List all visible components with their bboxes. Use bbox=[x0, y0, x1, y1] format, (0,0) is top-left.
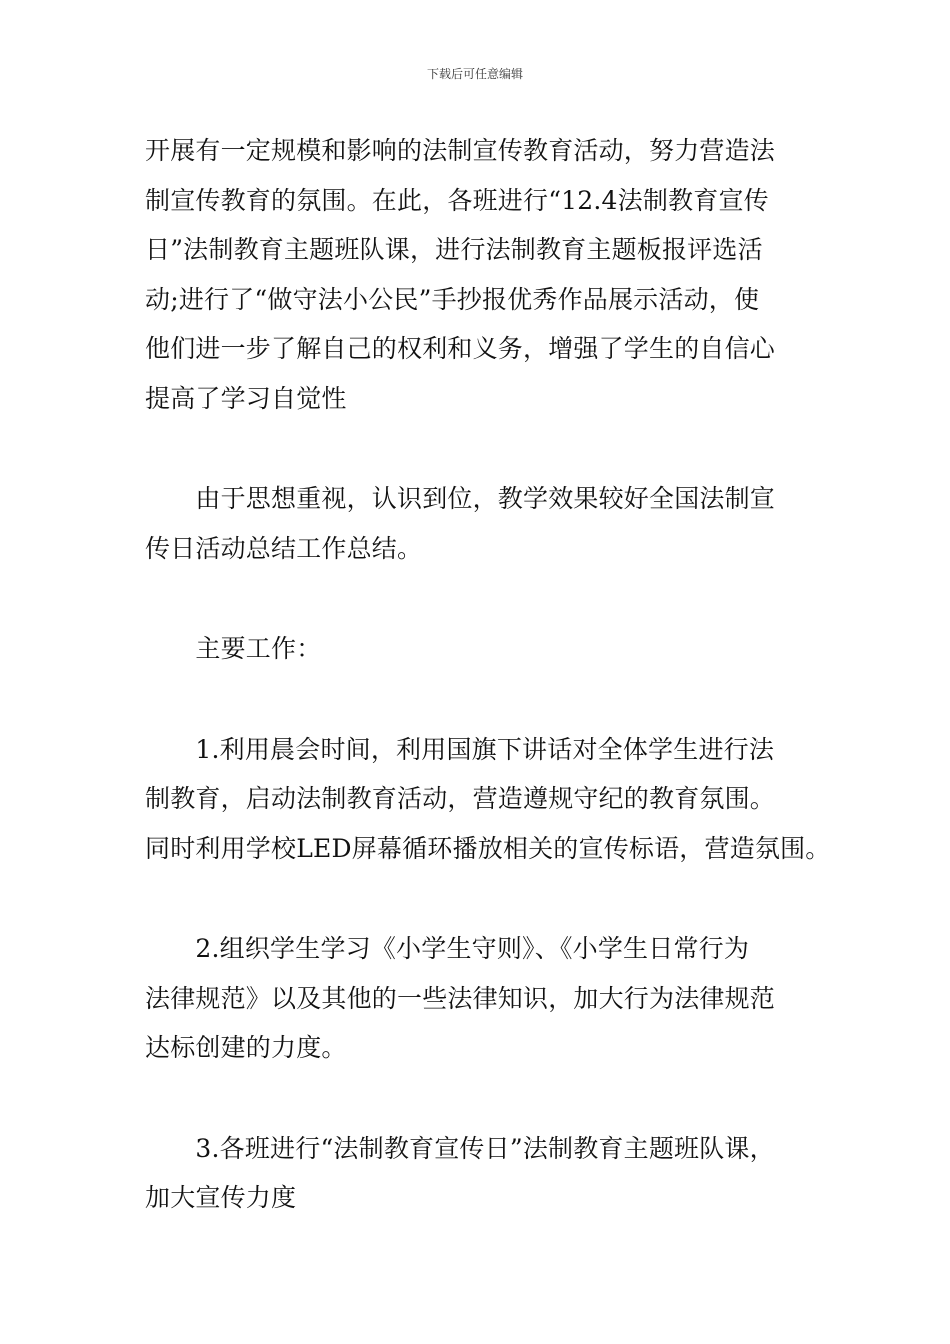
text-line: 他们进一步了解自己的权利和义务，增强了学生的自信心 bbox=[145, 334, 776, 363]
document-body bbox=[145, 126, 831, 1223]
text-line: 3.各班进行“法制教育宣传日”法制教育主题班队课， bbox=[145, 1133, 775, 1163]
text-line: 由于思想重视，认识到位，教学效果较好全国法制宣 bbox=[145, 484, 776, 513]
text-line: 达标创建的力度。 bbox=[145, 1033, 347, 1062]
text-line: 2.组织学生学习《小学生守则》、《小学生日常行为 bbox=[145, 934, 750, 963]
text-line: 传日活动总结工作总结。 bbox=[145, 533, 423, 563]
text-line: 制宣传教育的氛围。在此，各班进行“12.4法制教育宣传 bbox=[145, 185, 769, 215]
text-line: 加大宣传力度 bbox=[145, 1183, 297, 1212]
text-line: 提高了学习自觉性 bbox=[145, 383, 347, 413]
paragraph-intro bbox=[145, 126, 817, 423]
paragraph-main-work-heading bbox=[145, 624, 817, 674]
paragraph-item-2 bbox=[145, 924, 817, 1073]
page-header-note: 下载后可任意编辑 bbox=[426, 67, 523, 81]
paragraph-item-3 bbox=[145, 1124, 817, 1223]
text-line: 制教育，启动法制教育活动，营造遵规守纪的教育氛围。 bbox=[145, 784, 776, 813]
section-heading: 主要工作： bbox=[145, 634, 322, 663]
text-line: 动;进行了“做守法小公民”手抄报优秀作品展示活动，使 bbox=[145, 284, 760, 314]
text-line: 日”法制教育主题班队课，进行法制教育主题板报评选活 bbox=[145, 235, 763, 264]
text-line: 法律规范》以及其他的一些法律知识，加大行为法律规范 bbox=[145, 983, 776, 1013]
text-line: 同时利用学校LED屏幕循环播放相关的宣传标语，营造氛围。 bbox=[145, 833, 831, 863]
paragraph-item-1 bbox=[145, 725, 831, 874]
text-line: 1.利用晨会时间，利用国旗下讲话对全体学生进行法 bbox=[145, 734, 775, 764]
paragraph-summary bbox=[145, 474, 817, 573]
text-line: 开展有一定规模和影响的法制宣传教育活动，努力营造法 bbox=[145, 136, 776, 165]
